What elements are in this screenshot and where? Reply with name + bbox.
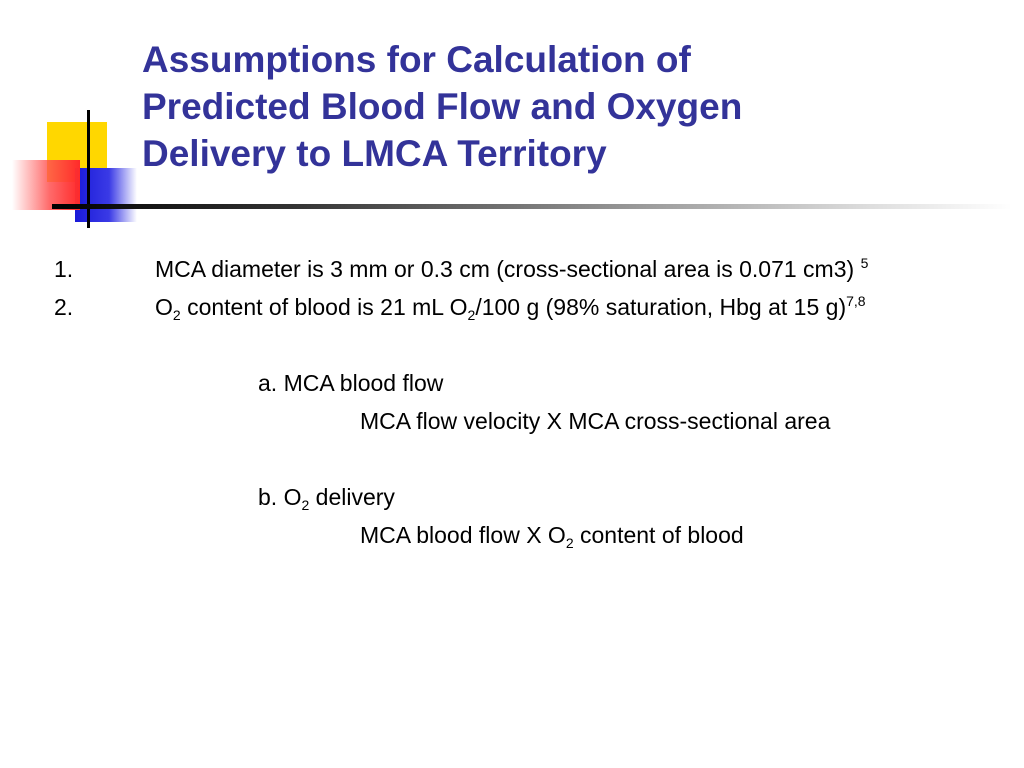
oxygen-symbol: O	[155, 294, 173, 320]
formula-text: MCA blood flow X O	[360, 522, 566, 548]
subscript: 2	[172, 307, 181, 323]
slide-title	[142, 36, 962, 177]
list-item-2	[0, 288, 1024, 326]
sub-heading-a: a. MCA blood flow	[258, 370, 444, 396]
vertical-rule	[87, 110, 90, 228]
list-text-part: /100 g (98% saturation, Hbg at 15 g)	[475, 294, 847, 320]
list-text-main: MCA diameter is 3 mm or 0.3 cm (cross-sectional area is 0.071 cm3)	[155, 256, 855, 282]
formula-text: content of blood	[573, 522, 744, 548]
subscript: 2	[467, 307, 476, 323]
formula-a: MCA flow velocity X MCA cross-sectional area	[360, 408, 831, 434]
list-text	[155, 288, 955, 326]
spacer	[0, 326, 1024, 364]
title-line: Delivery to LMCA Territory	[142, 133, 607, 174]
list-number: 2.	[54, 294, 74, 320]
slide-body	[0, 250, 1024, 554]
formula-b	[360, 516, 1024, 554]
citation-superscript: 5	[860, 255, 869, 271]
red-square-shape	[12, 160, 80, 210]
sub-heading-b	[258, 478, 1024, 516]
list-text	[155, 250, 955, 288]
spacer	[0, 440, 1024, 478]
sub-heading-text: delivery	[309, 484, 395, 510]
subscript: 2	[301, 497, 310, 513]
list-item-1	[0, 250, 1024, 288]
title-underline-rule	[52, 204, 1012, 209]
title-line: Assumptions for Calculation of	[142, 39, 691, 80]
list-number: 1.	[54, 256, 74, 282]
subscript: 2	[565, 535, 574, 551]
list-text-part: content of blood is 21 mL O	[180, 294, 468, 320]
title-line: Predicted Blood Flow and Oxygen	[142, 86, 743, 127]
sub-heading-text: b. O	[258, 484, 302, 510]
citation-superscript: 7,8	[846, 293, 866, 309]
blue-square-shape	[75, 168, 137, 222]
